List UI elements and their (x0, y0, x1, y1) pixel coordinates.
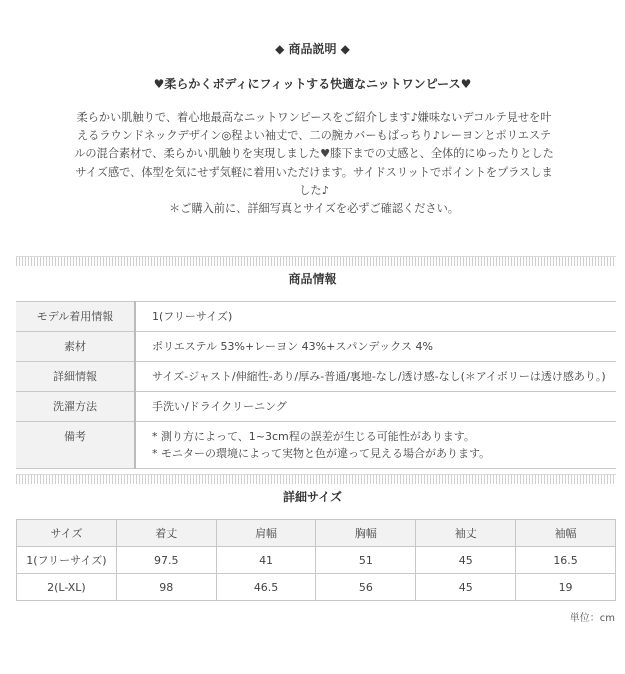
product-description (34, 109, 594, 218)
size-cell: 97.5 (116, 547, 216, 574)
info-label: 詳細情報 (16, 362, 135, 392)
info-value: サイズ-ジャスト/伸縮性-あり/厚み-普通/裏地-なし/透け感-なし(＊アイボリーは透け感あり。) (135, 362, 616, 392)
size-header: サイズ (17, 520, 117, 547)
info-value (135, 422, 616, 469)
description-line: えるラウンドネックデザイン◎程よい袖丈で、二の腕カバーもばっちり♪レーヨンとポリエステ (76, 129, 552, 143)
info-label: 洗濯方法 (16, 392, 135, 422)
size-cell: 16.5 (516, 547, 616, 574)
info-value: 手洗い/ドライクリーニング (135, 392, 616, 422)
table-header-row (17, 520, 616, 547)
size-cell: 46.5 (216, 574, 316, 601)
info-value: 1(フリーサイズ) (135, 302, 616, 332)
table-row (16, 362, 616, 392)
info-label: 素材 (16, 332, 135, 362)
product-info-title: 商品情報 (288, 272, 337, 286)
table-row (16, 302, 616, 332)
table-row (17, 574, 616, 601)
size-title: 詳細サイズ (282, 490, 343, 504)
size-cell: 41 (216, 547, 316, 574)
size-cell: 2(L-XL) (17, 574, 117, 601)
size-header: 袖幅 (516, 520, 616, 547)
size-cell: 45 (416, 574, 516, 601)
size-cell: 1(フリーサイズ) (17, 547, 117, 574)
size-cell: 56 (316, 574, 416, 601)
description-line: ルの混合素材で、柔らかい肌触りを実現しました♥膝下までの丈感と、全体的にゆったりとした (74, 147, 554, 161)
size-header: 胸幅 (316, 520, 416, 547)
info-label: モデル着用情報 (16, 302, 135, 332)
info-value: ポリエステル 53%+レーヨン 43%+スパンデックス 4% (135, 332, 616, 362)
size-header: 肩幅 (216, 520, 316, 547)
info-label: 備考 (16, 422, 135, 469)
product-info-table (16, 301, 616, 469)
size-cell: 45 (416, 547, 516, 574)
remark-line: * 測り方によって、1~3cm程の誤差が生じる可能性があります。 (152, 430, 475, 443)
description-line: 柔らかい肌触りで、着心地最高なニットワンピースをご紹介します♪嫌味ないデコルテ見せを叶 (76, 111, 552, 124)
table-row (16, 392, 616, 422)
unit-label: 単位：cm (569, 613, 615, 624)
remark-line: * モニターの環境によって実物と色が違って見える場合があります。 (152, 447, 491, 460)
size-header: 袖丈 (416, 520, 516, 547)
table-row (16, 422, 616, 469)
divider-stripe (16, 474, 616, 484)
table-row (16, 332, 616, 362)
size-cell: 98 (116, 574, 216, 601)
product-headline: ♥柔らかくボディにフィットする快適なニットワンピース♥ (153, 77, 472, 91)
table-row (17, 547, 616, 574)
description-line: した♪ (299, 183, 329, 197)
size-cell: 51 (316, 547, 416, 574)
size-cell: 19 (516, 574, 616, 601)
description-note: ＊ご購入前に、詳細写真とサイズを必ずご確認ください。 (169, 202, 459, 216)
divider-stripe (16, 256, 616, 266)
size-table (16, 519, 616, 601)
description-line: サイズ感で、体型を気にせず気軽に着用いただけます。サイドスリットでポイントをプラスしま (75, 165, 553, 179)
product-description-title: ◆ 商品説明 ◆ (275, 42, 350, 56)
size-header: 着丈 (116, 520, 216, 547)
